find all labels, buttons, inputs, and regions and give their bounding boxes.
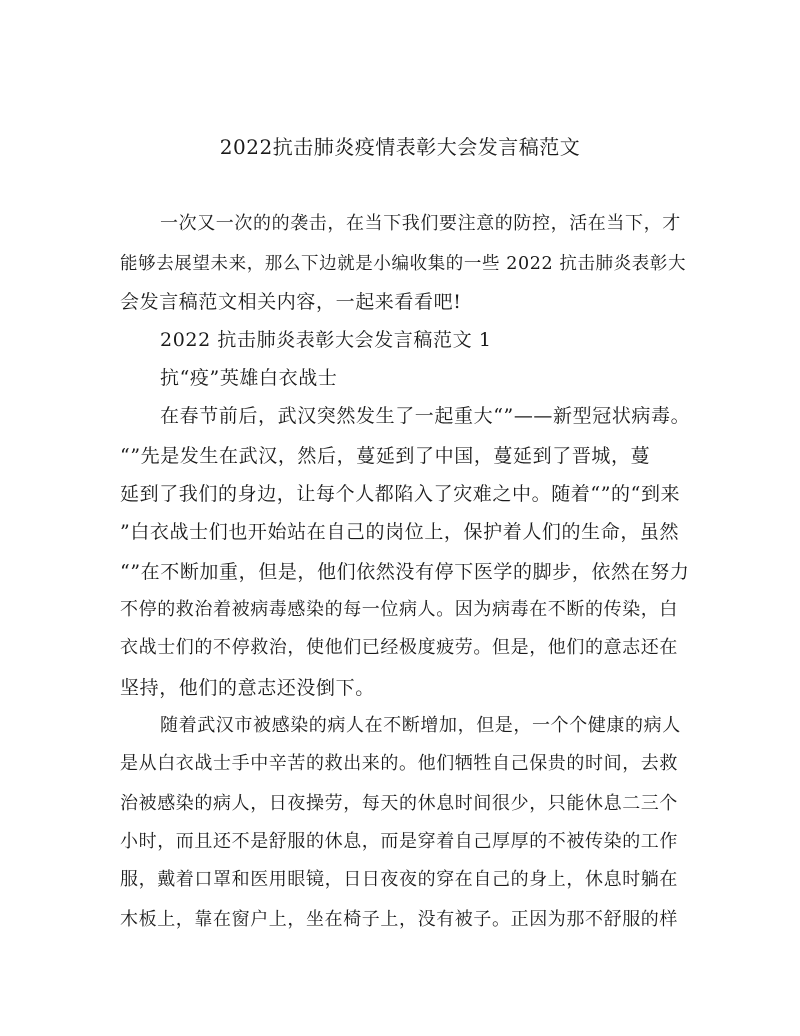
section-subheading: 抗“疫”英雄白衣战士	[160, 367, 338, 389]
paragraph-line: ”白衣战士们也开始站在自己的岗位上，保护着人们的生命，虽然	[120, 521, 680, 543]
paragraph-line: 治被感染的病人，日夜操劳，每天的休息时间很少，只能休息二三个	[120, 793, 678, 814]
paragraph-line: 小时，而且还不是舒服的休息，而是穿着自己厚厚的不被传染的工作	[120, 831, 678, 852]
paragraph-line: “”先是发生在武汉，然后，蔓延到了中国，蔓延到了晋城，蔓	[120, 445, 651, 467]
paragraph-line: 能够去展望未来，那么下边就是小编收集的一些 2022 抗击肺炎表彰大	[120, 254, 687, 274]
paragraph-line: 服，戴着口罩和医用眼镜，日日夜夜的穿在自己的身上，休息时躺在	[120, 869, 678, 890]
paragraph-line: 会发言稿范文相关内容，一起来看看吧!	[120, 291, 462, 313]
page-title: 2022抗击肺炎疫情表彰大会发言稿范文	[219, 135, 581, 159]
section-heading: 2022 抗击肺炎表彰大会发言稿范文 1	[160, 329, 492, 351]
paragraph-line: 不停的救治着被病毒感染的每一位病人。因为病毒在不断的传染，白	[120, 599, 678, 620]
paragraph-line: 一次又一次的的袭击，在当下我们要注意的防控，活在当下，才	[160, 213, 681, 234]
paragraph-line: 是从白衣战士手中辛苦的救出来的。他们牺牲自己保贵的时间，去救	[120, 753, 678, 774]
paragraph-line: 衣战士们的不停救治，使他们已经极度疲劳。但是，他们的意志还在	[120, 637, 678, 658]
paragraph-line: 延到了我们的身边，让每个人都陷入了灾难之中。随着“”的“到来	[120, 483, 681, 505]
paragraph-line: 坚持，他们的意志还没倒下。	[120, 677, 375, 699]
paragraph-line: “”在不断加重，但是，他们依然没有停下医学的脚步，依然在努力	[120, 561, 690, 583]
paragraph-line: 随着武汉市被感染的病人在不断增加，但是，一个个健康的病人	[160, 715, 681, 736]
paragraph-line: 木板上，靠在窗户上，坐在椅子上，没有被子。正因为那不舒服的样	[120, 909, 678, 930]
paragraph-line: 在春节前后，武汉突然发生了一起重大“”——新型冠状病毒。	[160, 405, 691, 427]
